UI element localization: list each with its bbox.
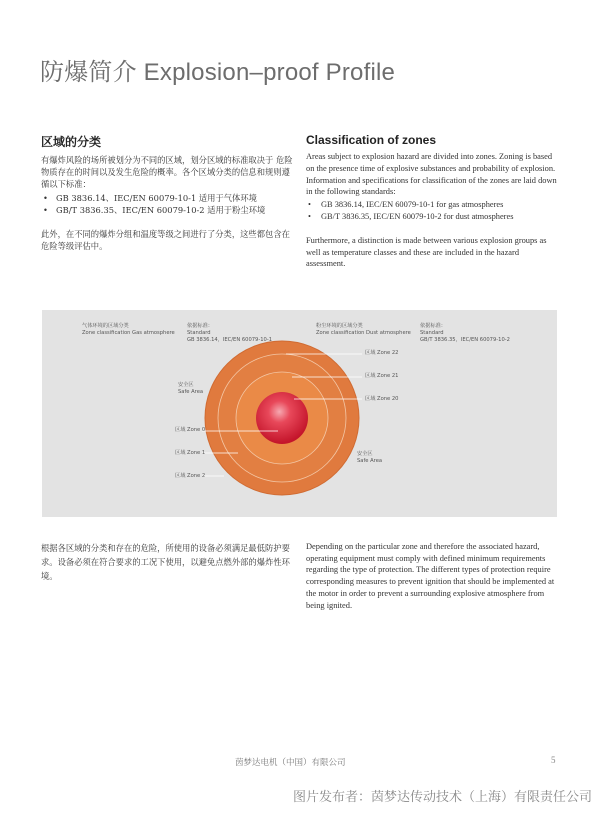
list-item: • GB/T 3836.35、IEC/EN 60079-10-2 适用于粉尘环境 xyxy=(41,204,297,216)
zone-0-label: 区域 Zone 0 xyxy=(175,427,206,433)
protection-paragraph-en: Depending on the particular zone and therefore the associated hazard, operating equipment must comply with defined minimum requirements regarding the type of protection. The different types of protection require corresponding measures to prevent ignition that should be implemented at the motor in order to prevent a surrounding explosive atmosphere from being ignited. xyxy=(306,542,555,610)
dust-standard-label: 依据标准： Standard GB/T 3836.35，IEC/EN 60079-10-2 xyxy=(420,323,510,343)
zone-2-label: 区域 Zone 2 xyxy=(175,473,206,479)
footer-company-name: 茵梦达电机（中国）有限公司 xyxy=(235,758,346,768)
page-number: 5 xyxy=(551,755,556,765)
gas-classification-label: 气体环境的区域分类 Zone classification Gas atmosphere xyxy=(82,323,175,336)
left-column-chinese xyxy=(41,133,297,252)
list-item: • GB 3836.14, IEC/EN 60079-10-1 for gas atmospheres xyxy=(306,199,558,211)
zone-20-label: 区域 Zone 20 xyxy=(365,396,399,402)
zone-classification-diagram xyxy=(42,310,557,517)
intro-paragraph-en: Areas subject to explosion hazard are divided into zones. Zoning is based on the presence time of explosive substances and probability of explosion. Information and specifications for classification of the zones are laid down in the following standards: xyxy=(306,152,557,197)
list-item: • GB/T 3836.35, IEC/EN 60079-10-2 for dust atmospheres xyxy=(306,211,558,223)
additional-paragraph-en: Furthermore, a distinction is made between various explosion groups as well as temperature classes and these are included in the hazard assessment. xyxy=(306,235,547,269)
standards-list-en xyxy=(306,199,558,223)
list-item: • GB 3836.14、IEC/EN 60079-10-1 适用于气体环境 xyxy=(41,192,297,204)
section-heading-en: Classification of zones xyxy=(306,133,437,147)
zone-1-label: 区域 Zone 1 xyxy=(175,450,206,456)
dust-classification-label: 粉尘环境的区域分类 Zone classification Dust atmosphere xyxy=(316,323,411,336)
zone-22-label: 区域 Zone 22 xyxy=(365,350,399,356)
section-heading-cn: 区域的分类 xyxy=(41,135,102,149)
gas-standard-label: 依据标准： Standard GB 3836.14，IEC/EN 60079-10-1 xyxy=(187,323,272,343)
protection-paragraph-cn: 根据各区域的分类和存在的危险，所使用的设备必须满足最低防护要求。设备必须在符合要求的工况下使用，以避免点燃外部的爆炸性环境。 xyxy=(41,543,290,581)
right-column-english xyxy=(306,133,558,270)
zone-21-label: 区域 Zone 21 xyxy=(365,373,399,379)
safe-area-left-label: 安全区 Safe Area xyxy=(178,382,204,395)
safe-area-right-label: 安全区 Safe Area xyxy=(357,451,383,464)
page-title: 防爆简介 Explosion–proof Profile xyxy=(40,59,396,86)
publisher-watermark: 图片发布者：茵梦达传动技术（上海）有限责任公司 xyxy=(292,790,592,805)
additional-paragraph-cn: 此外，在不同的爆炸分组和温度等级之间进行了分类，这些都包含在危险等级评估中。 xyxy=(41,229,290,252)
core-zone xyxy=(256,392,308,444)
intro-paragraph-cn: 有爆炸风险的场所被划分为不同的区域，划分区域的标准取决于 危险物质存在的时间以及发生危险的概率。各个区域分类的信息和规则遵循以下标准： xyxy=(41,155,293,190)
standards-list-cn xyxy=(41,192,297,216)
